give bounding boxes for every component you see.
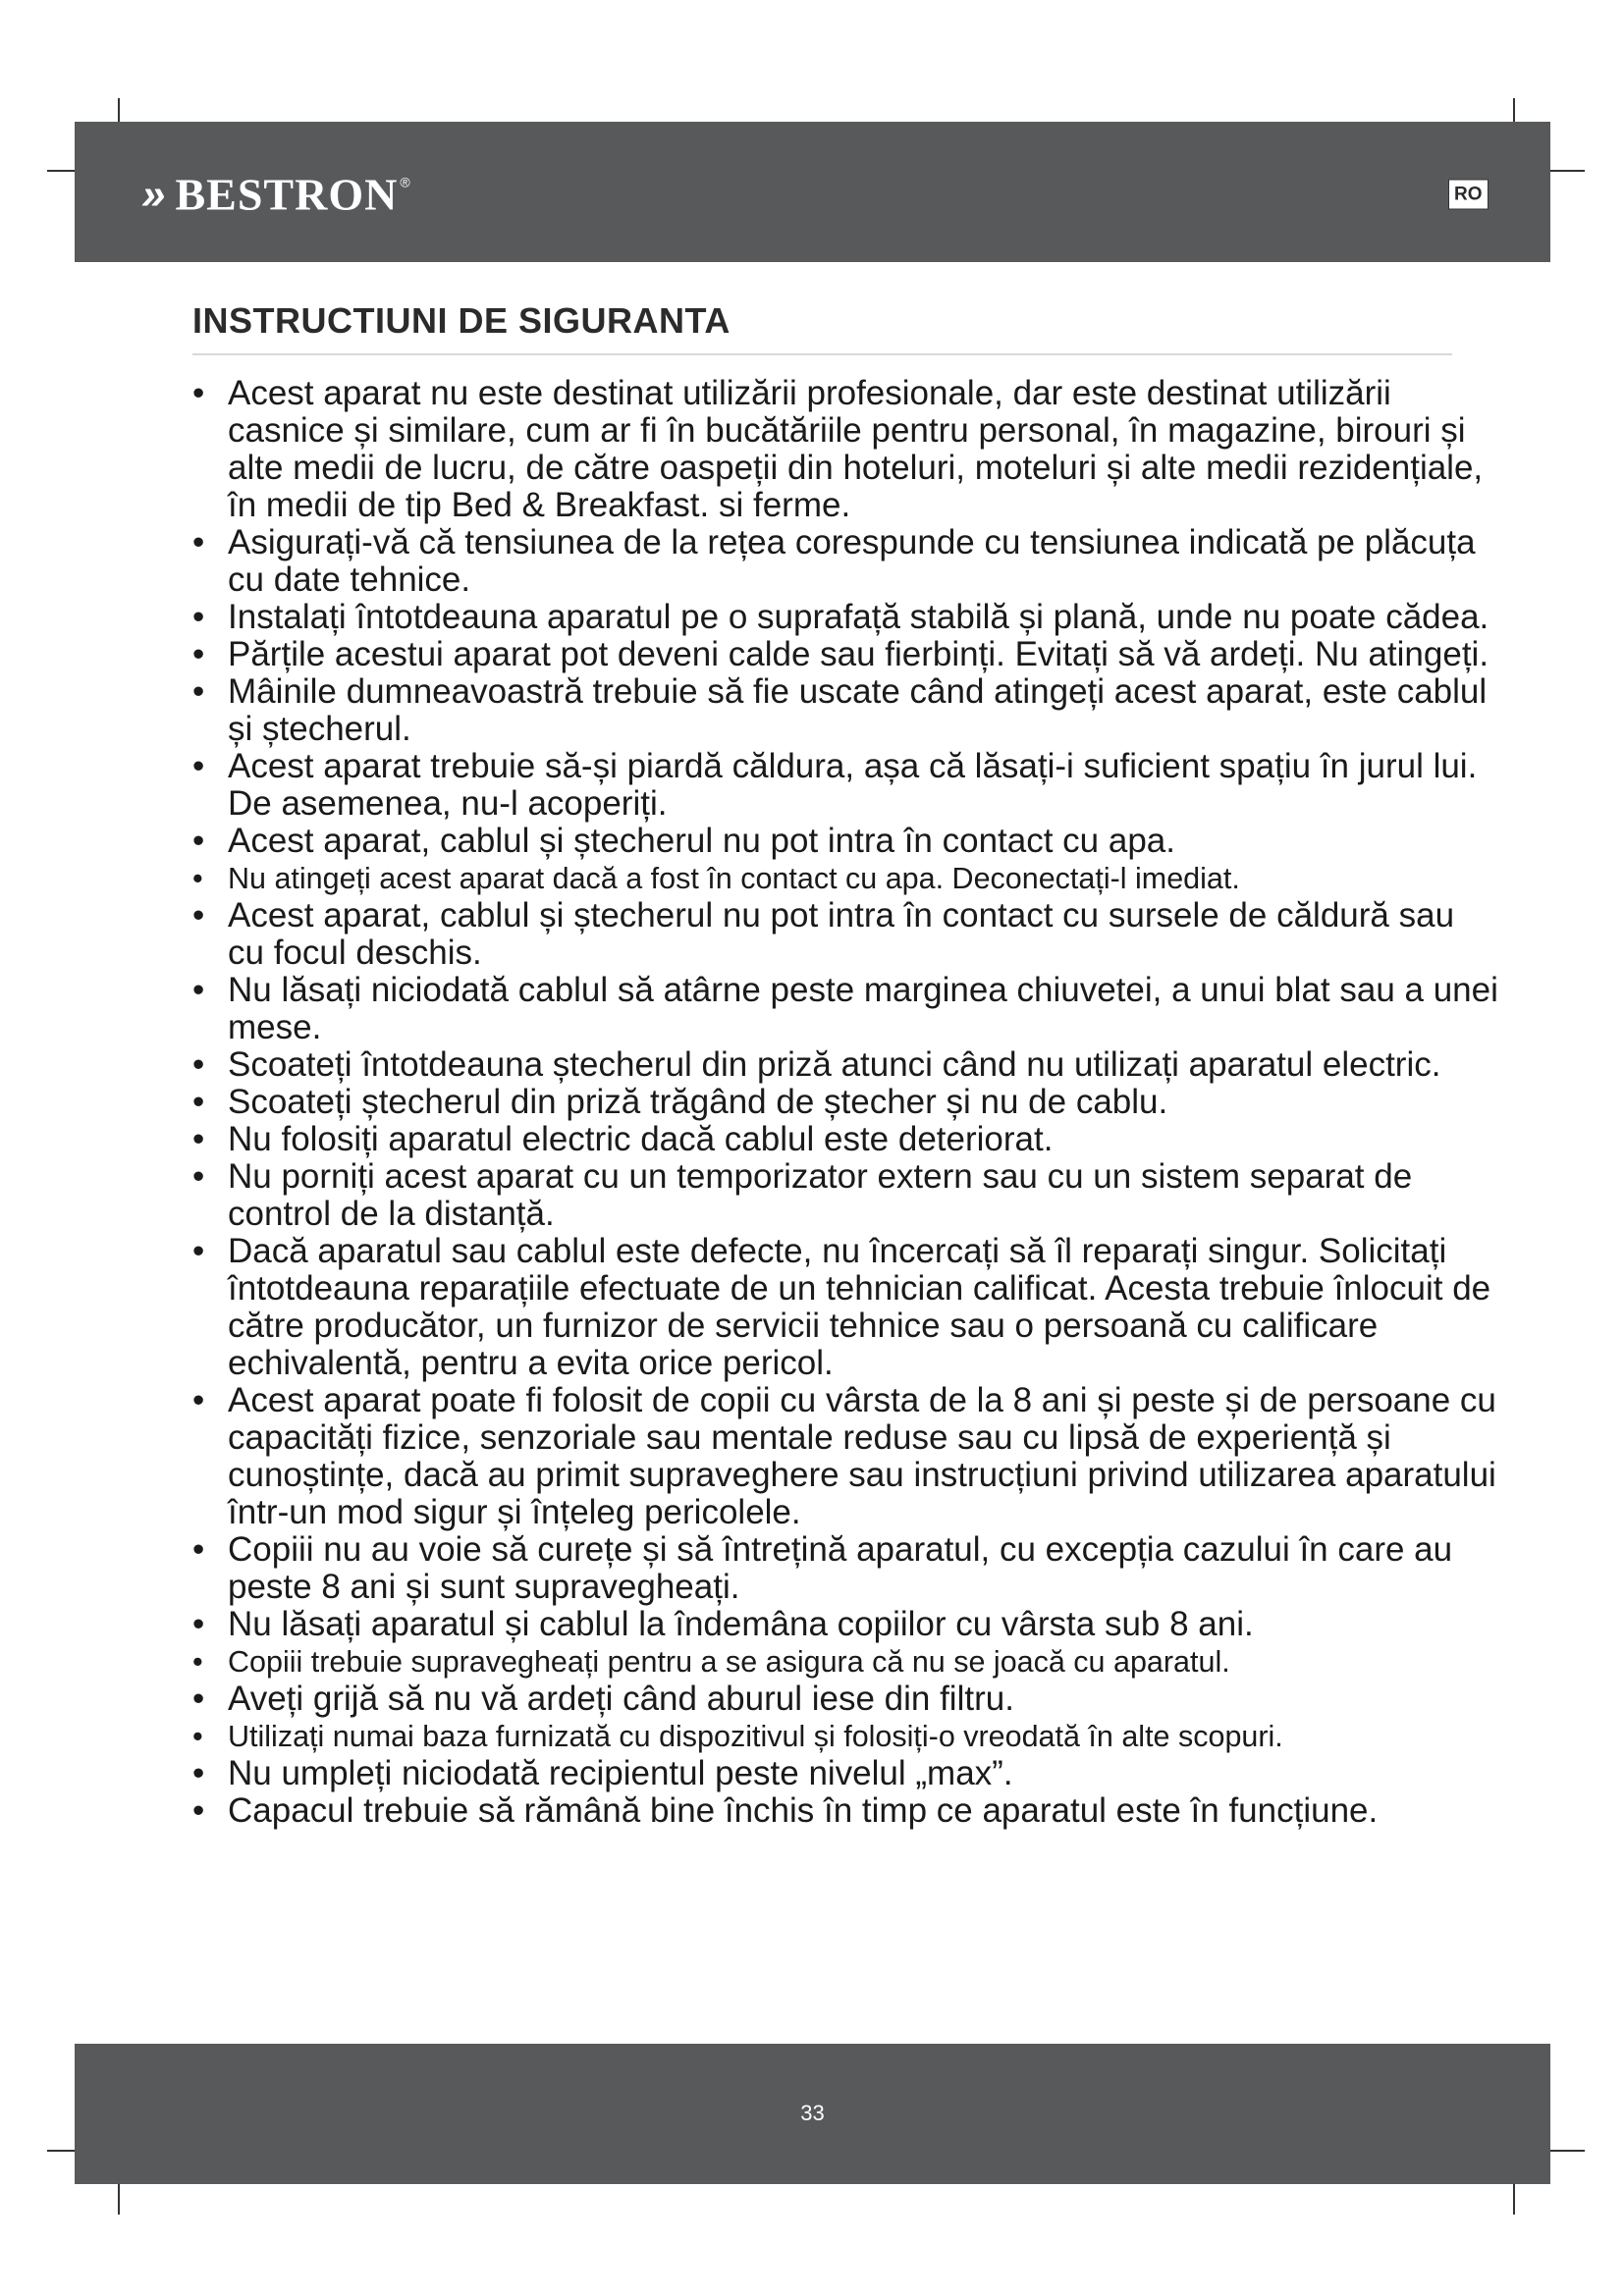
brand-logo [141, 169, 410, 221]
registered-mark: ® [400, 174, 410, 190]
logo-chevron-icon: » [141, 170, 160, 218]
list-item: • Acest aparat poate fi folosit de copii cu vârsta de la 8 ani și peste și de persoane cu capacități fizice, senzoriale sau mentale reduse sau cu lipsă de experiență și cunoștințe, dacă au primit supraveghere sau instrucțiuni privind utilizarea aparatului într-un mod sigur și înțeleg pericolele. [192, 1382, 1498, 1531]
list-item: • Acest aparat nu este destinat utilizării profesionale, dar este destinat utilizării casnice și similare, cum ar fi în bucătăriile pentru personal, în magazine, birouri și alte medii de lucru, de către oaspeții din hoteluri, moteluri și alte medii rezidențiale, în medii de tip Bed & Breakfast. si ferme. [192, 375, 1498, 524]
list-item: • Capacul trebuie să rămână bine închis în timp ce aparatul este în funcțiune. [192, 1792, 1498, 1830]
list-item: • Copiii nu au voie să curețe și să întrețină aparatul, cu excepția cazului în care au peste 8 ani și sunt supravegheați. [192, 1531, 1498, 1606]
list-item: • Acest aparat, cablul și ștecherul nu pot intra în contact cu apa. [192, 823, 1498, 860]
list-item: • Utilizați numai baza furnizată cu dispozitivul și folosiți-o vreodată în alte scopuri. [192, 1718, 1498, 1755]
list-item: • Acest aparat, cablul și ștecherul nu pot intra în contact cu sursele de căldură sau cu focul deschis. [192, 897, 1498, 972]
section-title: INSTRUCTIUNI DE SIGURANTA [192, 300, 731, 341]
list-item: • Copiii trebuie supravegheați pentru a se asigura că nu se joacă cu aparatul. [192, 1643, 1498, 1681]
list-item: • Nu folosiți aparatul electric dacă cablul este deteriorat. [192, 1121, 1498, 1158]
list-item: • Asigurați-vă că tensiunea de la rețea corespunde cu tensiunea indicată pe plăcuța cu date tehnice. [192, 524, 1498, 599]
logo-wordmark: BESTRON [175, 169, 399, 220]
title-divider [192, 353, 1452, 355]
list-item: • Dacă aparatul sau cablul este defecte, nu încercați să îl reparați singur. Solicitați întotdeauna reparațiile efectuate de un tehnician calificat. Acesta trebuie înlocuit de către producător, un furnizor de servicii tehnice sau o persoană cu calificare echivalentă, pentru a evita orice pericol. [192, 1233, 1498, 1382]
list-item: • Mâinile dumneavoastră trebuie să fie uscate când atingeți acest aparat, este cablul și ștecherul. [192, 673, 1498, 748]
page-header [75, 122, 1550, 262]
list-item: • Acest aparat trebuie să-și piardă căldura, așa că lăsați-i suficient spațiu în jurul lui. De asemenea, nu-l acoperiți. [192, 748, 1498, 823]
list-item: • Aveți grijă să nu vă ardeți când aburul iese din filtru. [192, 1681, 1498, 1718]
list-item: • Scoateți întotdeauna ștecherul din priză atunci când nu utilizați aparatul electric. [192, 1046, 1498, 1084]
list-item: • Nu lăsați aparatul și cablul la îndemâna copiilor cu vârsta sub 8 ani. [192, 1606, 1498, 1643]
list-item: • Instalați întotdeauna aparatul pe o suprafață stabilă și plană, unde nu poate cădea. [192, 599, 1498, 636]
list-item: • Scoateți ștecherul din priză trăgând de ștecher și nu de cablu. [192, 1084, 1498, 1121]
list-item: • Nu lăsați niciodată cablul să atârne peste marginea chiuvetei, a unui blat sau a unei mese. [192, 972, 1498, 1046]
list-item: • Nu umpleți niciodată recipientul peste nivelul „max”. [192, 1755, 1498, 1792]
page-footer [75, 2044, 1550, 2184]
page-number: 33 [800, 2101, 825, 2125]
safety-instructions-list [192, 375, 1498, 1830]
list-item: • Nu atingeți acest aparat dacă a fost în contact cu apa. Deconectați-l imediat. [192, 860, 1498, 897]
language-badge: RO [1448, 180, 1489, 210]
list-item: • Părțile acestui aparat pot deveni calde sau fierbinți. Evitați să vă ardeți. Nu atingeți. [192, 636, 1498, 673]
list-item: • Nu porniți acest aparat cu un temporizator extern sau cu un sistem separat de control de la distanță. [192, 1158, 1498, 1233]
